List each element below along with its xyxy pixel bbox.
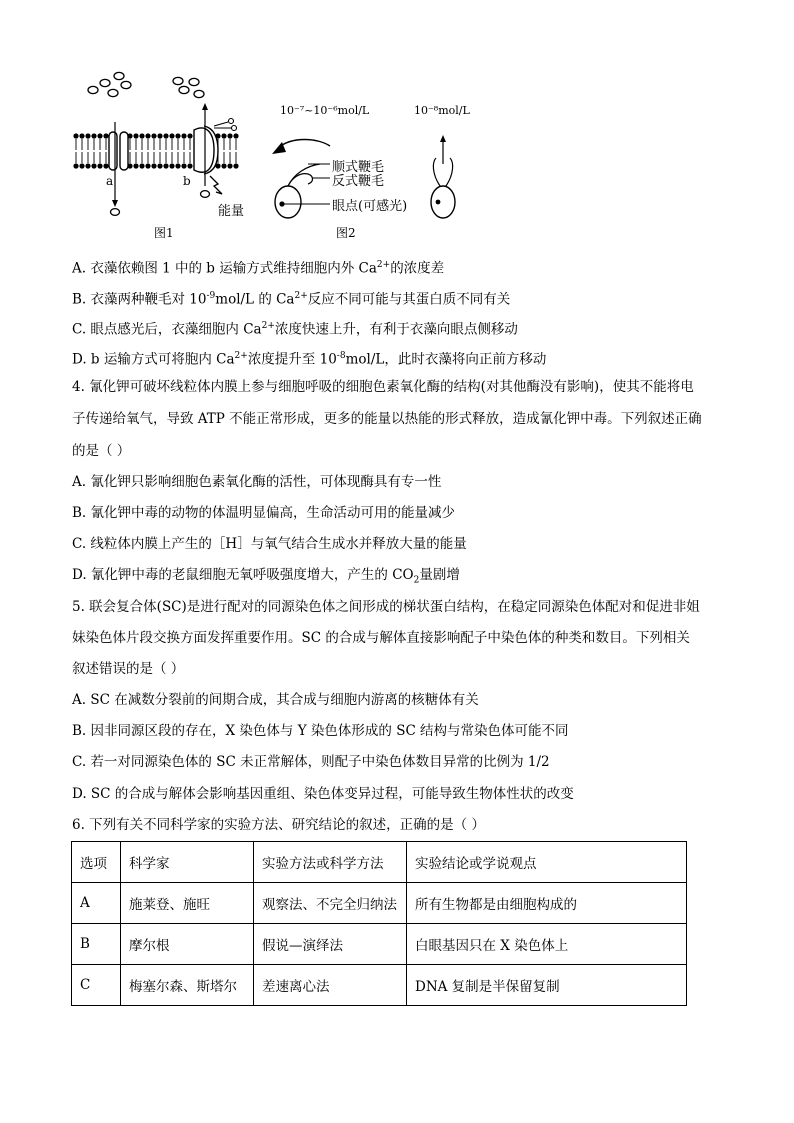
header-method: 实验方法或科学方法 — [254, 842, 407, 883]
table-cell: 摩尔根 — [121, 924, 254, 965]
eyespot-label: 眼点(可感光) — [332, 199, 408, 214]
table-cell: B — [72, 924, 121, 965]
header-option: 选项 — [72, 842, 121, 883]
table-cell: 施莱登、施旺 — [121, 883, 254, 924]
table-cell: C — [72, 965, 121, 1006]
carrier-label-b: b — [183, 174, 191, 188]
table-cell: 白眼基因只在 X 染色体上 — [407, 924, 687, 965]
q5-stem-line3: 叙述错误的是（ ） — [72, 661, 185, 677]
table-cell: DNA 复制是半保留复制 — [407, 965, 687, 1006]
table-cell: 梅塞尔森、斯塔尔 — [121, 965, 254, 1006]
q5-stem-line2: 妹染色体片段交换方面发挥重要作用。SC 的合成与解体直接影响配子中染色体的种类和数目。下列相关 — [72, 630, 690, 646]
channel-label-a: a — [106, 174, 114, 188]
q5-option-a: A. SC 在减数分裂前的间期合成，其合成与细胞内游离的核糖体有关 — [72, 692, 479, 708]
table-row — [72, 883, 687, 924]
table-cell: 观察法、不完全归纳法 — [254, 883, 407, 924]
q4-option-b: B. 氰化钾中毒的动物的体温明显偏高，生命活动可用的能量减少 — [72, 505, 456, 521]
q3-option-d: D. b 运输方式可将胞内 $Ca^{2+}$浓度提升至 $10^{-8}mol/L$，此时衣藻将向正前方移动 — [72, 351, 547, 368]
table-row — [72, 965, 687, 1006]
trans-flagellum-label: 反式鞭毛 — [332, 174, 385, 189]
table-cell: A — [72, 883, 121, 924]
header-scientist: 科学家 — [121, 842, 254, 883]
q4-stem-line2: 子传递给氧气，导致 ATP 不能正常形成，更多的能量以热能的形式释放，造成氰化钾中毒。下列叙述正确 — [72, 411, 702, 427]
q5-stem-line1: 5. 联会复合体(SC)是进行配对的同源染色体之间形成的梯状蛋白结构，在稳定同源染色体配对和促进非姐 — [72, 599, 700, 615]
table-cell: 所有生物都是由细胞构成的 — [407, 883, 687, 924]
concentration-left: 10⁻⁷~10⁻⁶mol/L — [280, 104, 370, 117]
q6-stem: 6. 下列有关不同科学家的实验方法、研究结论的叙述，正确的是（ ） — [72, 817, 485, 833]
table-cell: 差速离心法 — [254, 965, 407, 1006]
q4-option-c: C. 线粒体内膜上产生的［H］与氧气结合生成水并释放大量的能量 — [72, 536, 467, 552]
fig2-caption: 图2 — [336, 226, 356, 240]
q3-option-b: B. 衣藻两种鞭毛对 $10^{-9}mol/L$ 的 $Ca^{2+}$反应不同可能与其蛋白质不同有关 — [72, 291, 511, 308]
q3-option-c: C. 眼点感光后，衣藻细胞内 $Ca^{2+}$浓度快速上升，有利于衣藻向眼点侧移动 — [72, 321, 518, 338]
figure-area — [68, 66, 508, 246]
q5-option-d: D. SC 的合成与解体会影响基因重组、染色体变异过程，可能导致生物体性状的改变 — [72, 786, 574, 802]
table-cell: 假说—演绎法 — [254, 924, 407, 965]
table-row — [72, 924, 687, 965]
header-conclusion: 实验结论或学说观点 — [407, 842, 687, 883]
q3-option-a: A. 衣藻依赖图 1 中的 b 运输方式维持细胞内外 $Ca^{2+}$的浓度差 — [72, 260, 445, 277]
membrane-and-alga-diagram — [68, 66, 508, 246]
energy-label: 能量 — [218, 204, 245, 219]
q4-stem-line1: 4. 氰化钾可破坏线粒体内膜上参与细胞呼吸的细胞色素氧化酶的结构(对其他酶没有影响)，使其不能将电 — [72, 379, 694, 395]
fig1-caption: 图1 — [154, 226, 174, 240]
q5-option-b: B. 因非同源区段的存在，X 染色体与 Y 染色体形成的 SC 结构与常染色体可能不同 — [72, 723, 569, 739]
q4-stem-line3: 的是（ ） — [72, 443, 131, 459]
q4-option-a: A. 氰化钾只影响细胞色素氧化酶的活性，可体现酶具有专一性 — [72, 474, 442, 490]
q6-table — [71, 841, 687, 1006]
concentration-right: 10⁻⁸mol/L — [414, 104, 470, 117]
q4-option-d: D. 氰化钾中毒的老鼠细胞无氧呼吸强度增大，产生的 $CO_2$量剧增 — [72, 567, 460, 586]
cis-flagellum-label: 顺式鞭毛 — [332, 160, 385, 175]
table-header-row — [72, 842, 687, 883]
q5-option-c: C. 若一对同源染色体的 SC 未正常解体，则配子中染色体数目异常的比例为 1/2 — [72, 754, 550, 770]
